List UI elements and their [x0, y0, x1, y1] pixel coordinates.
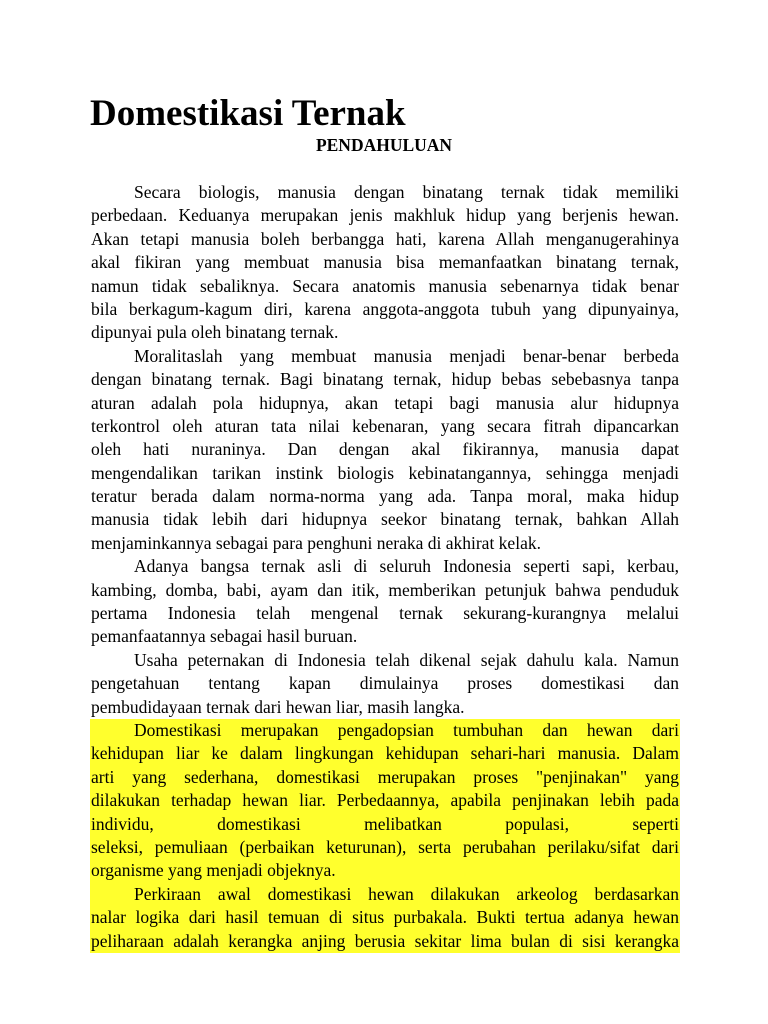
text-line: bila berkagum-kagum diri, karena anggota-anggota tubuh yang dipunyainya,	[91, 298, 679, 319]
text-line: dipunyai pula oleh binatang ternak.	[91, 322, 339, 343]
highlighted-text-line: kehidupan liar ke dalam lingkungan kehidupan sehari-hari manusia. Dalam	[90, 742, 680, 765]
text-line: namun tidak sebaliknya. Secara anatomis manusia sebenarnya tidak benar	[91, 275, 679, 296]
text-line: dengan binatang ternak. Bagi binatang ternak, hidup bebas sebebasnya tanpa	[91, 369, 679, 390]
text-line: kambing, domba, babi, ayam dan itik, memberikan petunjuk bahwa penduduk	[91, 579, 679, 600]
text-line: pembudidayaan ternak dari hewan liar, masih langka.	[91, 696, 465, 717]
highlighted-text-line: arti yang sederhana, domestikasi merupakan proses "penjinakan" yang	[90, 766, 680, 789]
text-line: Secara biologis, manusia dengan binatang ternak tidak memiliki	[134, 182, 679, 202]
text-line: akal fikiran yang membuat manusia bisa memanfaatkan binatang ternak,	[91, 252, 679, 273]
highlighted-text-line: Perkiraan awal domestikasi hewan dilakukan arkeolog berdasarkan	[90, 883, 680, 906]
text-line: perbedaan. Keduanya merupakan jenis makhluk hidup yang berjenis hewan.	[91, 205, 679, 226]
highlighted-text-line: dilakukan terhadap hewan liar. Perbedaannya, apabila penjinakan lebih pada	[90, 789, 680, 812]
text-line: pemanfaatannya sebagai hasil buruan.	[91, 626, 358, 647]
highlighted-text-line: individu, domestikasi melibatkan populasi, seperti	[90, 813, 680, 836]
highlighted-text-line: organisme yang menjadi objeknya.	[90, 859, 680, 882]
text-line: manusia tidak lebih dari hidupnya seekor binatang ternak, bahkan Allah	[91, 509, 679, 530]
text-line: pengetahuan tentang kapan dimulainya proses domestikasi dan	[91, 673, 679, 694]
text-line: menjaminkannya sebagai para penghuni neraka di akhirat kelak.	[91, 532, 541, 553]
text-line: Moralitaslah yang membuat manusia menjadi benar-benar berbeda	[134, 345, 679, 366]
document-title: Domestikasi Ternak	[90, 93, 406, 134]
text-line: Usaha peternakan di Indonesia telah dikenal sejak dahulu kala. Namun	[134, 649, 679, 670]
section-heading: PENDAHULUAN	[315, 135, 453, 155]
highlighted-text-line: seleksi, pemuliaan (perbaikan keturunan), serta perubahan perilaku/sifat dari	[90, 836, 680, 859]
body-text	[90, 181, 680, 953]
text-line: aturan adalah pola hidupnya, akan tetapi bagi manusia alur hidupnya	[91, 392, 679, 413]
text-line: Adanya bangsa ternak asli di seluruh Indonesia seperti sapi, kerbau,	[134, 556, 679, 577]
text-line: mengendalikan tarikan instink biologis kebinatangannya, sehingga menjadi	[91, 462, 679, 483]
text-line: oleh hati nuraninya. Dan dengan akal fikirannya, manusia dapat	[91, 439, 679, 460]
highlighted-text-line: peliharaan adalah kerangka anjing berusia sekitar lima bulan di sisi kerangka	[90, 930, 680, 953]
text-line: pertama Indonesia telah mengenal ternak sekurang-kurangnya melalui	[91, 603, 679, 624]
text-line: Akan tetapi manusia boleh berbangga hati, karena Allah menganugerahinya	[91, 228, 679, 249]
highlighted-text-line: Domestikasi merupakan pengadopsian tumbuhan dan hewan dari	[90, 719, 680, 742]
text-line: terkontrol oleh aturan tata nilai kebenaran, yang secara fitrah dipancarkan	[91, 415, 679, 436]
text-line: teratur berada dalam norma-norma yang ada. Tanpa moral, maka hidup	[91, 486, 679, 507]
highlighted-text-line: nalar logika dari hasil temuan di situs purbakala. Bukti tertua adanya hewan	[90, 906, 680, 929]
